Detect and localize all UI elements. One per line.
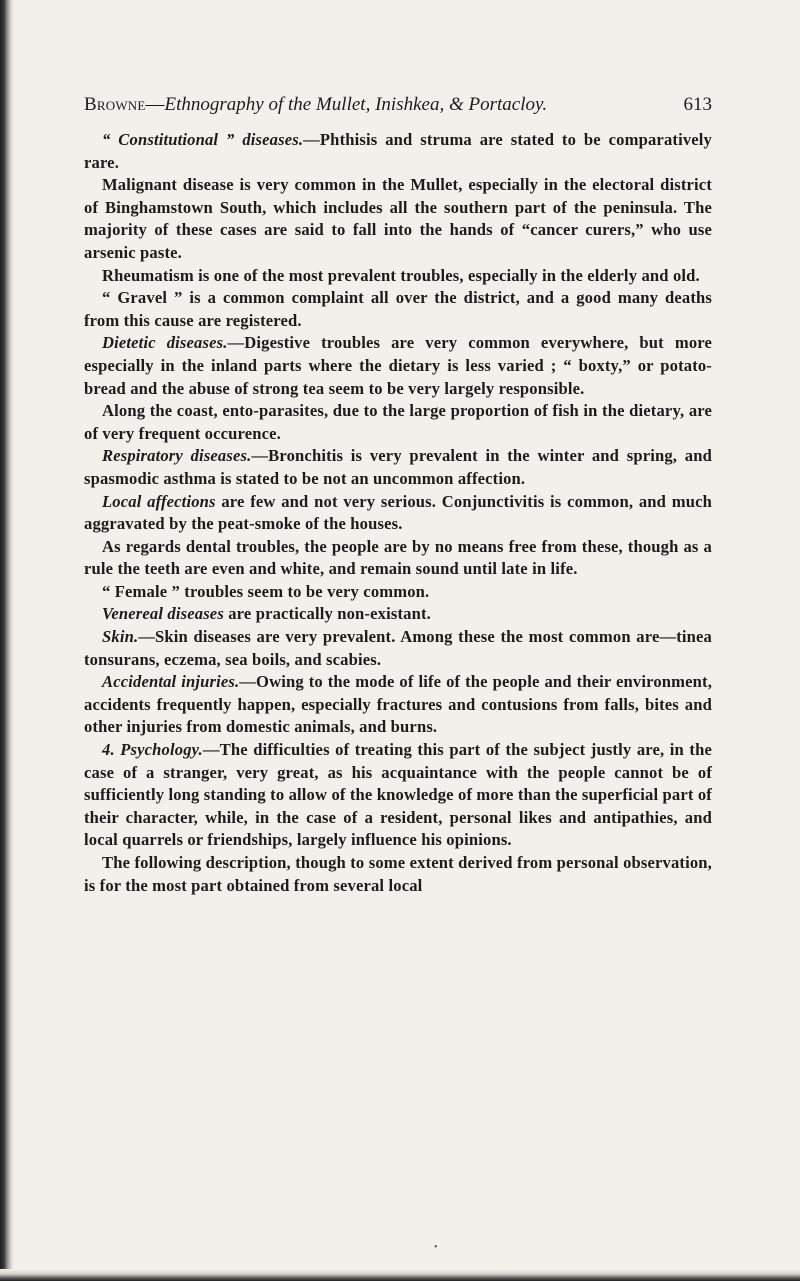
- paragraph-text: —Phthisis and struma are stated to be comparatively rare.: [84, 130, 712, 172]
- paragraph: [84, 265, 712, 288]
- paragraph-text: “ Female ” troubles seem to be very common.: [102, 581, 430, 601]
- running-header: [84, 92, 712, 118]
- paragraph-text: Malignant disease is very common in the Mullet, especially in the electoral district of Binghamstown South, which includes all the southern part of the peninsula. The majority of these cases are said to fall into the hands of “cancer curers,” who use arsenic paste.: [84, 175, 712, 262]
- paragraph-text: are few and not very serious. Conjunctivitis is common, and much aggravated by the peat-smoke of the houses.: [84, 491, 712, 534]
- paragraph-text: —Bronchitis is very prevalent in the winter and spring, and spasmodic asthma is stated to be not an uncommon affection.: [84, 446, 712, 488]
- header-author: Browne: [84, 94, 146, 115]
- paragraph-text: —Skin diseases are very prevalent. Among these the most common are—tinea tonsurans, eczema, sea boils, and scabies.: [84, 627, 712, 669]
- paragraph-text: —Digestive troubles are very common everywhere, but more especially in the inland parts where the dietary is less varied ; “ boxty,” or potato-bread and the abuse of strong tea seem to be very largely responsible.: [84, 333, 712, 398]
- paragraph-heading: “ Constitutional ” diseases.: [102, 130, 304, 149]
- paragraph-heading: Skin.: [102, 627, 139, 647]
- book-spine-shadow: [0, 0, 14, 1281]
- footer-mark: •: [434, 1242, 438, 1253]
- paragraph-text: The following description, though to some extent derived from personal observation, is for the most part obtained from several local: [84, 853, 712, 895]
- paragraph-text: —Owing to the mode of life of the people and their environment, accidents frequently happen, especially fractures and contusions from falls, bites and other injuries from domestic animals, and burns.: [84, 672, 713, 737]
- body-text: [84, 129, 712, 897]
- paragraph: [84, 287, 712, 332]
- paragraph-text: Rheumatism is one of the most prevalent troubles, especially in the elderly and old.: [102, 265, 700, 285]
- page-bottom-edge: [0, 1269, 800, 1281]
- paragraph: [84, 445, 712, 490]
- paragraph: [84, 581, 712, 604]
- paragraph-text: “ Gravel ” is a common complaint all over the district, and a good many deaths from this cause are registered.: [84, 288, 712, 330]
- paragraph-text: are practically non-existant.: [223, 604, 431, 624]
- paragraph-heading: 4. Psychology.: [102, 740, 203, 760]
- paragraph-heading: Venereal diseases: [102, 604, 224, 624]
- paragraph-heading: Local affections: [102, 491, 216, 511]
- paragraph: [84, 491, 712, 536]
- paragraph: [84, 332, 712, 400]
- paragraph: [84, 671, 712, 739]
- paragraph: [84, 174, 712, 264]
- header-dash: —: [145, 94, 165, 115]
- document-page: [84, 92, 712, 897]
- paragraph-heading: Dietetic diseases.: [102, 333, 228, 353]
- paragraph-heading: Respiratory diseases.: [102, 446, 252, 466]
- paragraph-text: Along the coast, ento-parasites, due to the large proportion of fish in the dietary, are of very frequent occurence.: [84, 401, 712, 443]
- paragraph: [84, 852, 712, 897]
- paragraph: [84, 603, 712, 626]
- paragraph: [84, 129, 712, 174]
- paragraph: [84, 626, 712, 671]
- header-title: Ethnography of the Mullet, Inishkea, & Portacloy.: [164, 94, 548, 115]
- paragraph: [84, 739, 712, 852]
- paragraph-text: As regards dental troubles, the people are by no means free from these, though as a rule the teeth are even and white, and remain sound until late in life.: [84, 536, 712, 579]
- paragraph-text: —The difficulties of treating this part of the subject justly are, in the case of a stranger, very great, as his acquaintance with the people cannot be of sufficiently long standing to allow of the knowledge of more than the superficial part of their character, while, in the case of a resident, personal likes and antipathies, and local quarrels or friendships, largely influence his opinions.: [84, 740, 712, 850]
- page-number: 613: [683, 94, 712, 115]
- paragraph: [84, 400, 712, 445]
- paragraph-heading: Accidental injuries.: [102, 672, 240, 692]
- paragraph: [84, 536, 712, 581]
